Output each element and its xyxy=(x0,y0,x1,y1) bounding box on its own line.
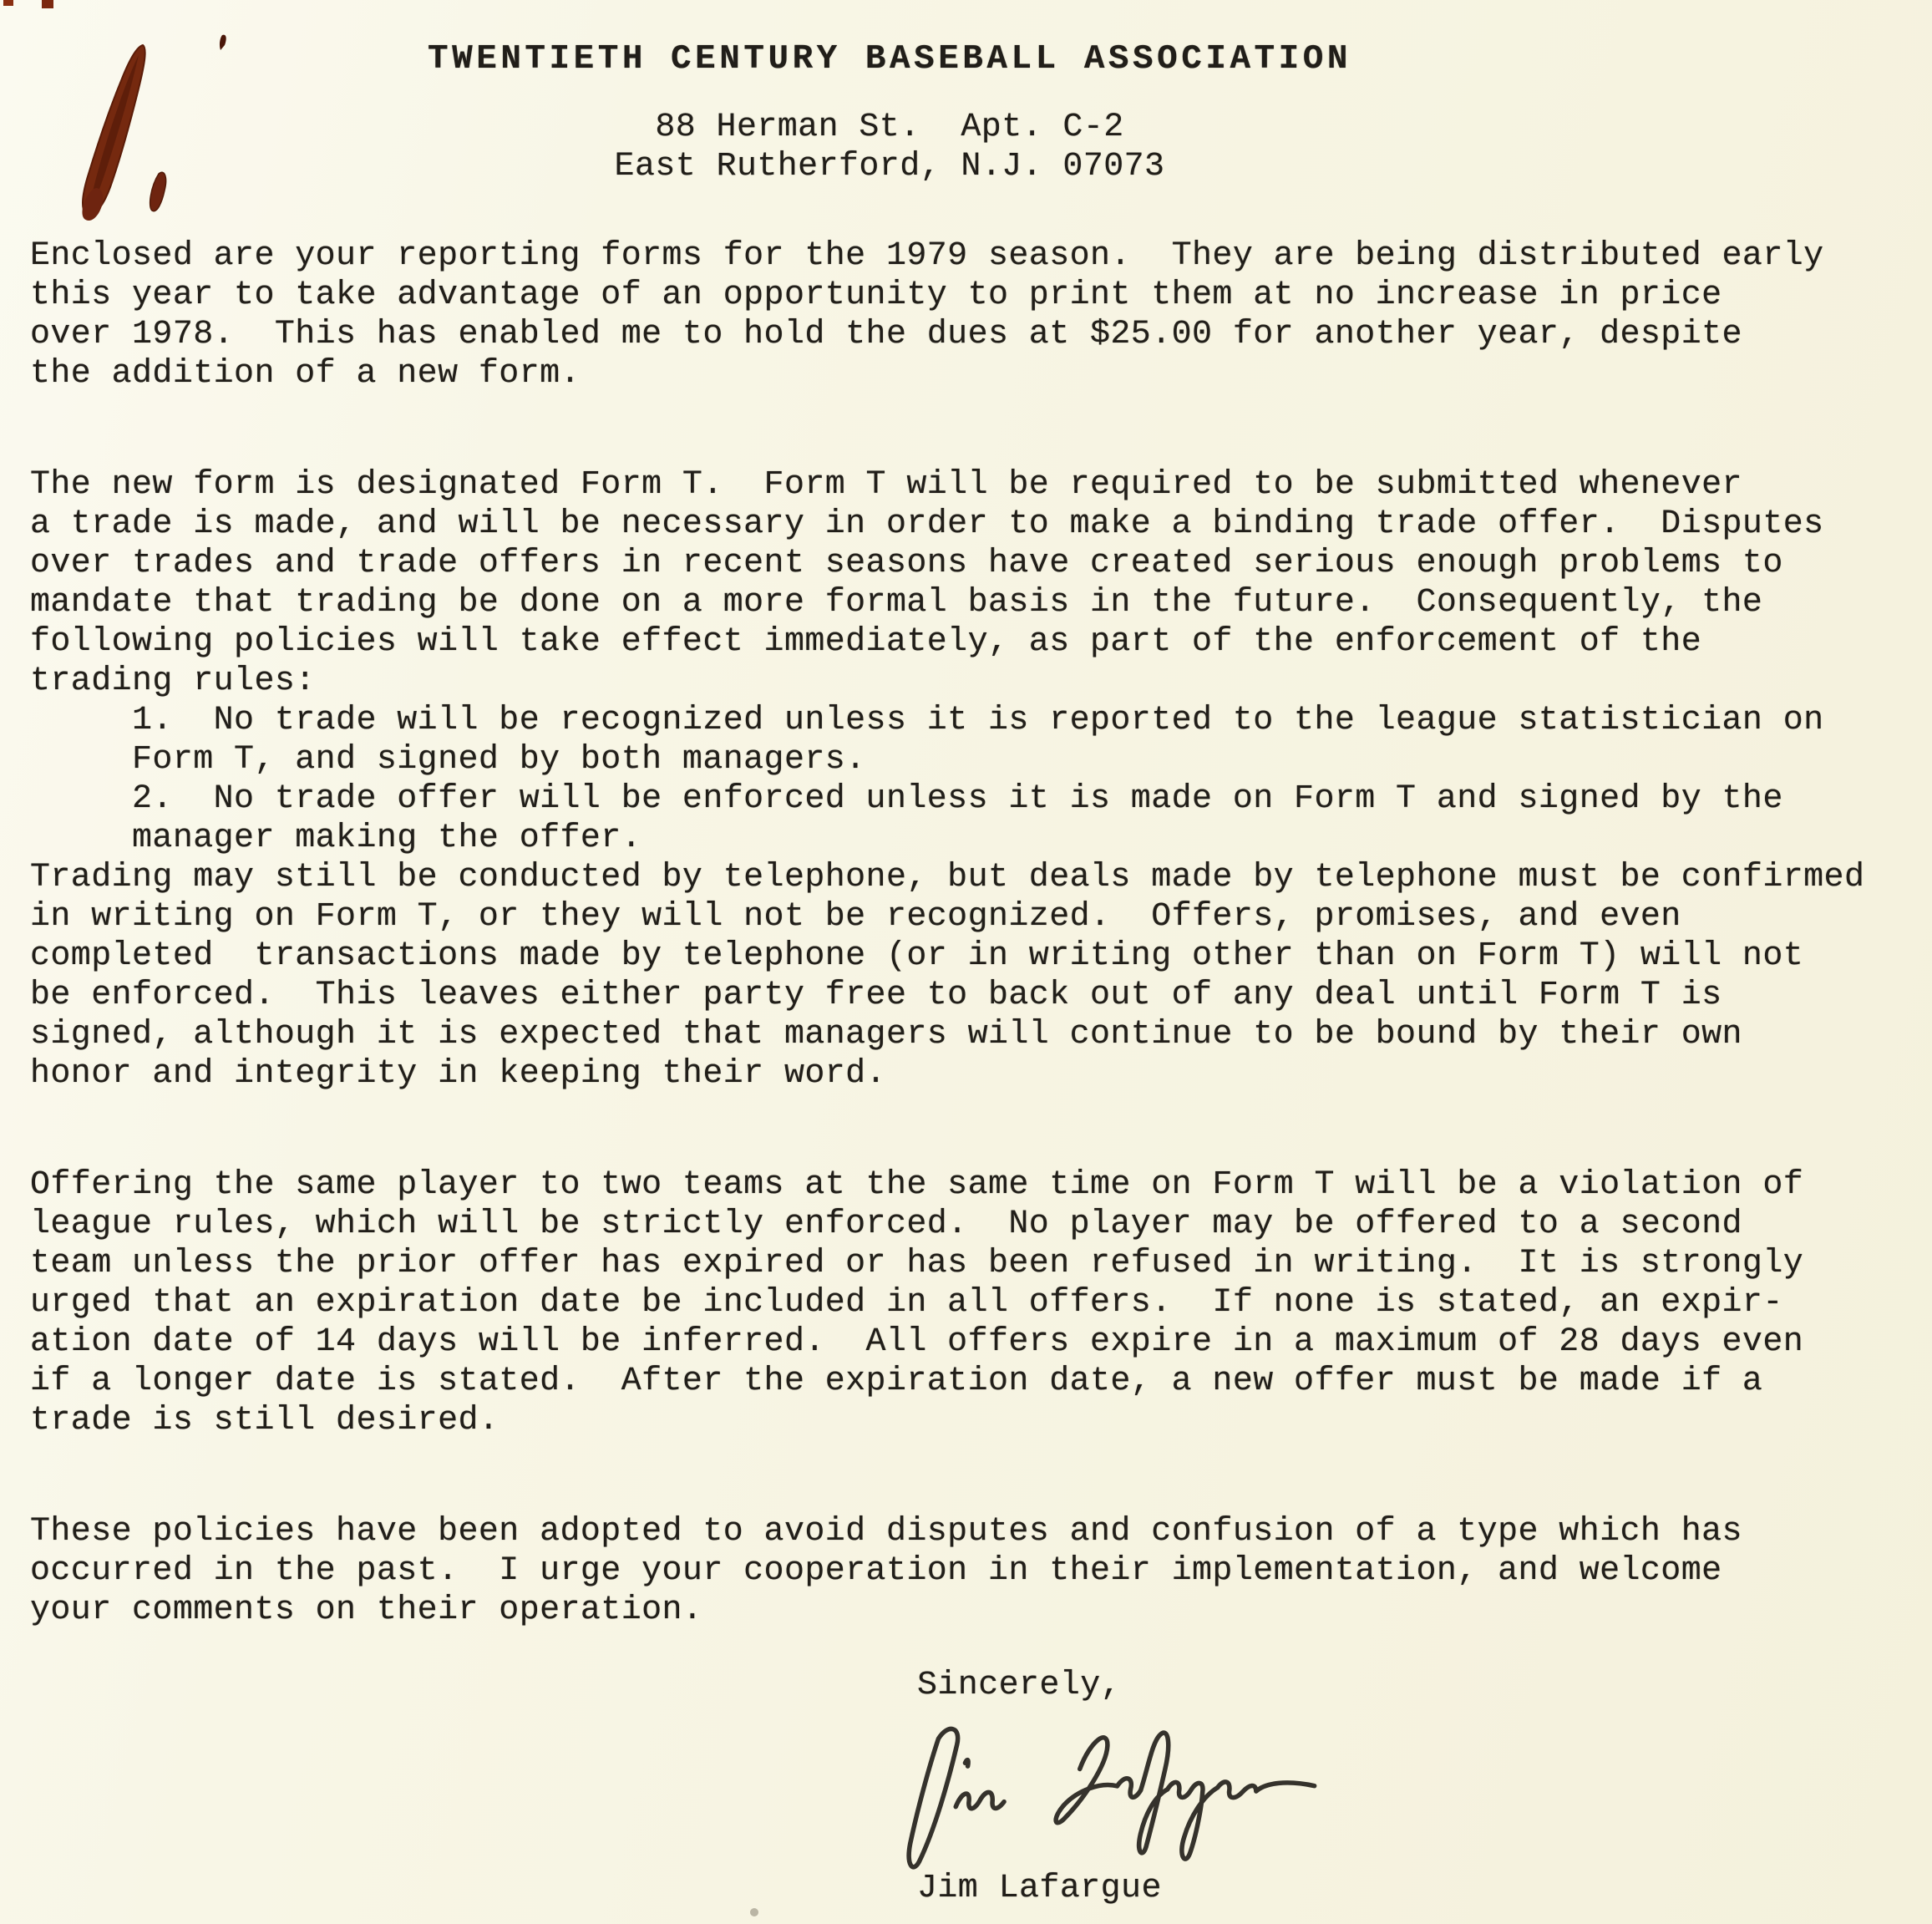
letter-line: trading rules: xyxy=(30,662,316,700)
letter-line: Trading may still be conducted by telephone, but deals made by telephone must be confirmed xyxy=(30,859,1865,896)
letter-line: Enclosed are your reporting forms for the 1979 season. They are being distributed early xyxy=(30,237,1824,275)
letter-line: urged that an expiration date be included in all offers. If none is stated, an expir- xyxy=(30,1284,1783,1322)
signature-area xyxy=(30,1720,1909,1869)
letter-line: occurred in the past. I urge your cooperation in their implementation, and welcome xyxy=(30,1552,1722,1590)
letter-line: be enforced. This leaves either party free to back out of any deal until Form T is xyxy=(30,977,1722,1014)
letter-line: this year to take advantage of an opportunity to print them at no increase in price xyxy=(30,277,1722,314)
letter-line: 2. No trade offer will be enforced unless it is made on Form T and signed by the xyxy=(30,780,1783,818)
letter-line: a trade is made, and will be necessary in order to make a binding trade offer. Disputes xyxy=(30,505,1824,543)
letter-title: TWENTIETH CENTURY BASEBALL ASSOCIATION xyxy=(428,40,1351,79)
paragraph xyxy=(30,1165,1909,1440)
letter-line: your comments on their operation. xyxy=(30,1591,703,1629)
closing-salutation: Sincerely, xyxy=(917,1667,1122,1704)
letter-line: Offering the same player to two teams at the same time on Form T will be a violation of xyxy=(30,1166,1804,1204)
letter-line: Form T, and signed by both managers. xyxy=(30,741,866,779)
letter-line: over trades and trade offers in recent seasons have created serious enough problems to xyxy=(30,545,1783,582)
scan-speck xyxy=(750,1908,758,1916)
letter-line: The new form is designated Form T. Form T will be required to be submitted whenever xyxy=(30,466,1742,504)
typed-signature-name: Jim Lafargue xyxy=(917,1870,1162,1907)
stain-fleck xyxy=(3,0,13,6)
letter-line: league rules, which will be strictly enforced. No player may be offered to a second xyxy=(30,1206,1742,1243)
letter-line: in writing on Form T, or they will not be recognized. Offers, promises, and even xyxy=(30,898,1681,936)
letter-line: honor and integrity in keeping their word. xyxy=(30,1055,886,1093)
letter-line: if a longer date is stated. After the expiration date, a new offer must be made if a xyxy=(30,1363,1763,1400)
letterhead xyxy=(0,40,1779,186)
address-line-2: East Rutherford, N.J. 07073 xyxy=(614,148,1165,185)
handwritten-signature xyxy=(854,1707,1328,1890)
letter-line: ation date of 14 days will be inferred. All offers expire in a maximum of 28 days even xyxy=(30,1323,1804,1361)
letter-line: mandate that trading be done on a more formal basis in the future. Consequently, the xyxy=(30,584,1763,622)
letter-line: signed, although it is expected that managers will continue to be bound by their own xyxy=(30,1016,1742,1053)
letter-line: trade is still desired. xyxy=(30,1402,499,1439)
paragraph xyxy=(30,1512,1909,1630)
letter-body xyxy=(30,236,1909,1630)
address-line-1: 88 Herman St. Apt. C-2 xyxy=(655,109,1124,146)
letter-line: completed transactions made by telephone (or in writing other than on Form T) will not xyxy=(30,937,1804,975)
closing-block xyxy=(30,1666,1909,1908)
letter-line: following policies will take effect immediately, as part of the enforcement of the xyxy=(30,623,1702,661)
letter-line: the addition of a new form. xyxy=(30,355,581,393)
letter-line: over 1978. This has enabled me to hold the dues at $25.00 for another year, despite xyxy=(30,316,1742,353)
stain-fleck xyxy=(42,0,53,8)
paragraph xyxy=(30,236,1909,393)
letter-line: These policies have been adopted to avoid disputes and confusion of a type which has xyxy=(30,1513,1742,1551)
letterhead-address xyxy=(0,108,1779,186)
letter-line: manager making the offer. xyxy=(30,820,642,857)
paragraph xyxy=(30,465,1909,1094)
letter-line: 1. No trade will be recognized unless it is reported to the league statistician on xyxy=(30,702,1824,739)
letter-line: team unless the prior offer has expired or has been refused in writing. It is strongly xyxy=(30,1245,1804,1282)
